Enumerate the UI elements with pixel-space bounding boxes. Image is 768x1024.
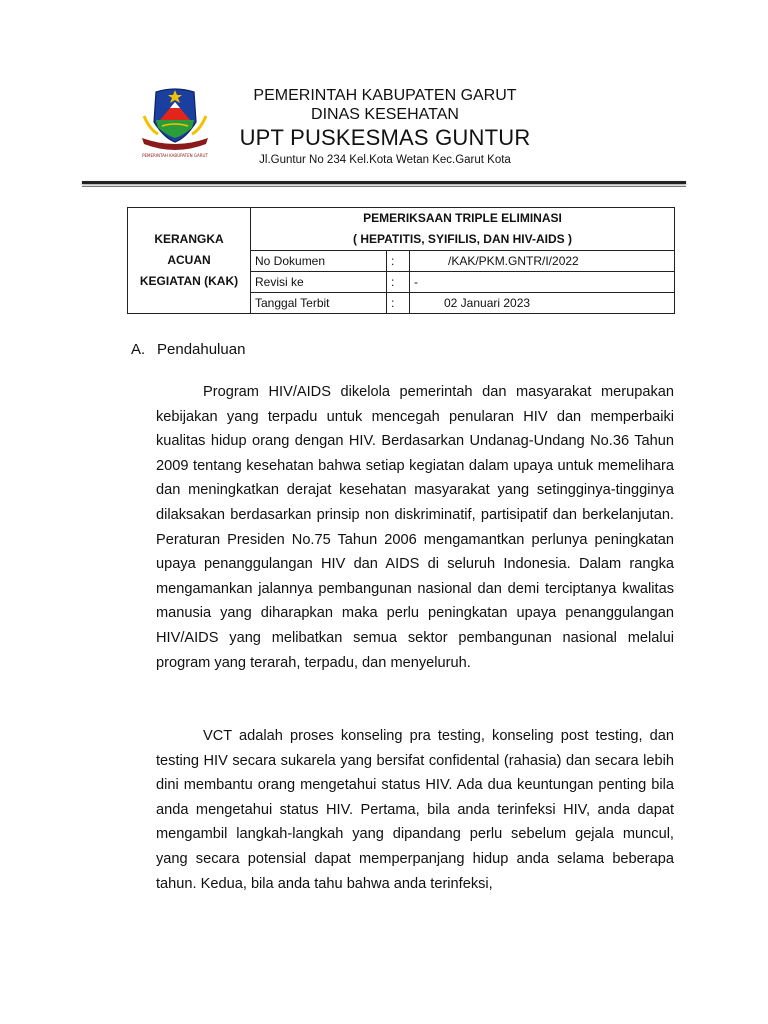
department-name: DINAS KESEHATAN [311,106,459,123]
paragraph-1: Program HIV/AIDS dikelola pemerintah dan masyarakat merupakan kebijakan yang terpadu untuk mencegah penularan HIV dan memperbaiki kualitas hidup orang dengan HIV. Berdasarkan Undanag-Undang No.36 Tahun 2009 tentang kesehatan bahwa setiap kegiatan dalam upaya untuk memelihara dan meningkatkan derajat kesehatan masyarakat yang setingginya-tingginya dilaksakan berdasarkan prinsip non diskriminatif, partisipatif dan berkelanjutan. Peraturan Presiden No.75 Tahun 2006 mengamantkan perlunya peningkatan upaya penanggulangan HIV dan AIDS di seluruh Indonesia. Dalam rangka mengamankan jalannya pembangunan nasional dan demi terciptanya kwalitas manusia yang diharapkan maka perlu peningkatan upaya penanggulangan HIV/AIDS yang melibatkan semua sektor pembangunan nasional melalui program yang terarah, terpadu, dan menyeluruh. [156,384,674,671]
kak-label-line-2: ACUAN [167,253,211,267]
letterhead-rule-thin [82,186,686,187]
government-name: PEMERINTAH KABUPATEN GARUT [253,87,517,104]
colon: : [387,272,410,293]
doc-number-value: /KAK/PKM.GNTR/I/2022 [448,254,579,268]
letterhead-rule-thick [82,181,686,184]
section-heading [131,341,245,358]
section-title: Pendahuluan [157,341,246,358]
kak-label-line-1: KERANGKA [154,232,224,246]
colon: : [387,293,410,314]
institution-address: Jl.Guntur No 234 Kel.Kota Wetan Kec.Garut Kota [259,154,511,166]
kak-label-cell [128,208,251,314]
kak-info-table [127,207,675,314]
kak-title-line-2: ( HEPATITIS, SYIFILIS, DAN HIV-AIDS ) [353,232,572,246]
logo-banner-text: PEMERINTAH KABUPATEN GARUT [142,153,208,158]
section-letter: A. [131,341,146,358]
issue-date-label: Tanggal Terbit [251,293,387,314]
garut-seal-logo [134,86,216,158]
kak-label-line-3: KEGIATAN (KAK) [139,274,239,288]
kak-title-cell [251,208,675,251]
doc-number-label: No Dokumen [251,251,387,272]
kak-title-line-1: PEMERIKSAAN TRIPLE ELIMINASI [363,211,562,225]
issue-date-value: 02 Januari 2023 [444,296,531,310]
letterhead [220,86,550,168]
revision-value: - [410,272,675,293]
colon: : [387,251,410,272]
paragraph-2: VCT adalah proses konseling pra testing, konseling post testing, dan testing HIV secara sukarela yang bersifat confidental (rahasia) dan secara lebih dini membantu orang mengetahui status HIV. Ada dua keuntungan penting bila anda mengetahui status HIV. Pertama, bila anda terinfeksi HIV, anda dapat mengambil langkah-langkah yang dipandang perlu sebelum gejala muncul, yang secara potensial dapat memperpanjang hidup anda selama beberapa tahun. Kedua, bila anda tahu bahwa anda terinfeksi, [156,728,674,892]
revision-label: Revisi ke [251,272,387,293]
institution-name: UPT PUSKESMAS GUNTUR [239,125,531,150]
